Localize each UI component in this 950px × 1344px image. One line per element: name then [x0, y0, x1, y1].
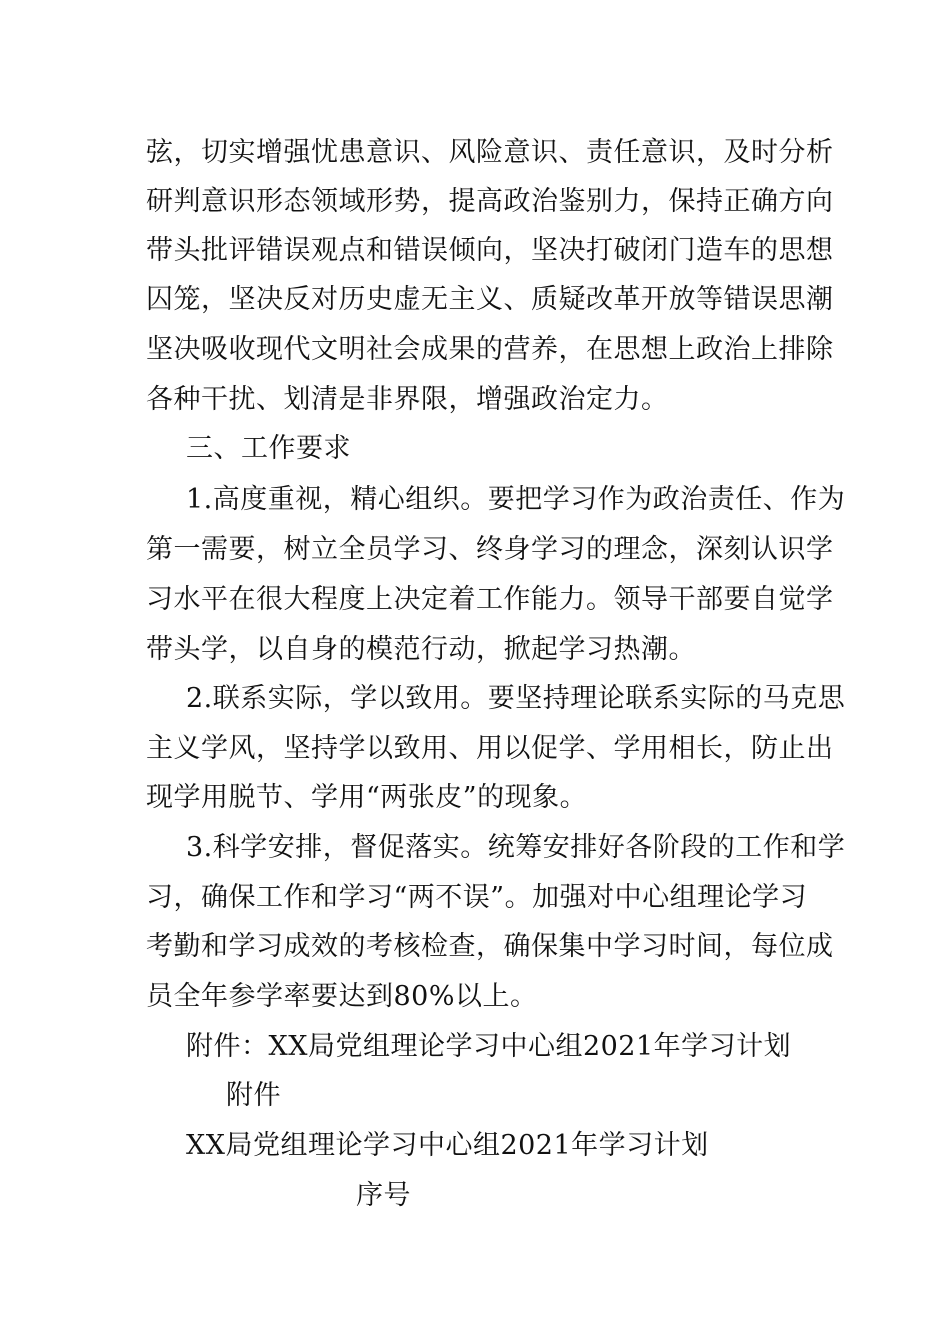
attachment-title: XX局党组理论学习中心组2021年学习计划 — [186, 1130, 709, 1161]
body-paragraph-line: 研判意识形态领域形势，提高政治鉴别力，保持正确方向 — [146, 186, 834, 217]
body-paragraph-line: 弦，切实增强忧患意识、风险意识、责任意识，及时分析 — [146, 137, 834, 168]
table-header-serial-number: 序号 — [356, 1180, 411, 1211]
body-paragraph-line: 习水平在很大程度上决定着工作能力。领导干部要自觉学 — [146, 584, 834, 615]
body-paragraph-line: 现学用脱节、学用“两张皮”的现象。 — [146, 782, 588, 813]
body-paragraph-line: 带头学，以自身的模范行动，掀起学习热潮。 — [146, 634, 696, 665]
section-heading: 三、工作要求 — [186, 433, 351, 464]
requirement-item-2: 2.联系实际，学以致用。要坚持理论联系实际的马克思 — [186, 683, 846, 714]
body-paragraph-line: 第一需要，树立全员学习、终身学习的理念，深刻认识学 — [146, 534, 834, 565]
body-paragraph-line: 囚笼，坚决反对历史虚无主义、质疑改革开放等错误思潮 — [146, 284, 834, 315]
body-paragraph-line: 习，确保工作和学习“两不误”。加强对中心组理论学习 — [146, 882, 808, 913]
attachment-note: 附件：XX局党组理论学习中心组2021年学习计划 — [186, 1031, 792, 1062]
body-paragraph-line: 坚决吸收现代文明社会成果的营养，在思想上政治上排除 — [146, 334, 834, 365]
body-paragraph-line: 带头批评错误观点和错误倾向，坚决打破闭门造车的思想 — [146, 235, 834, 266]
requirement-item-3: 3.科学安排，督促落实。统筹安排好各阶段的工作和学 — [186, 832, 846, 863]
requirement-item-1: 1.高度重视，精心组织。要把学习作为政治责任、作为 — [186, 484, 846, 515]
body-paragraph-line: 各种干扰、划清是非界限，增强政治定力。 — [146, 384, 669, 415]
body-paragraph-line: 主义学风，坚持学以致用、用以促学、学用相长，防止出 — [146, 733, 834, 764]
attachment-label: 附件 — [226, 1080, 281, 1111]
body-paragraph-line: 员全年参学率要达到80%以上。 — [146, 981, 538, 1012]
body-paragraph-line: 考勤和学习成效的考核检查，确保集中学习时间，每位成 — [146, 931, 834, 962]
